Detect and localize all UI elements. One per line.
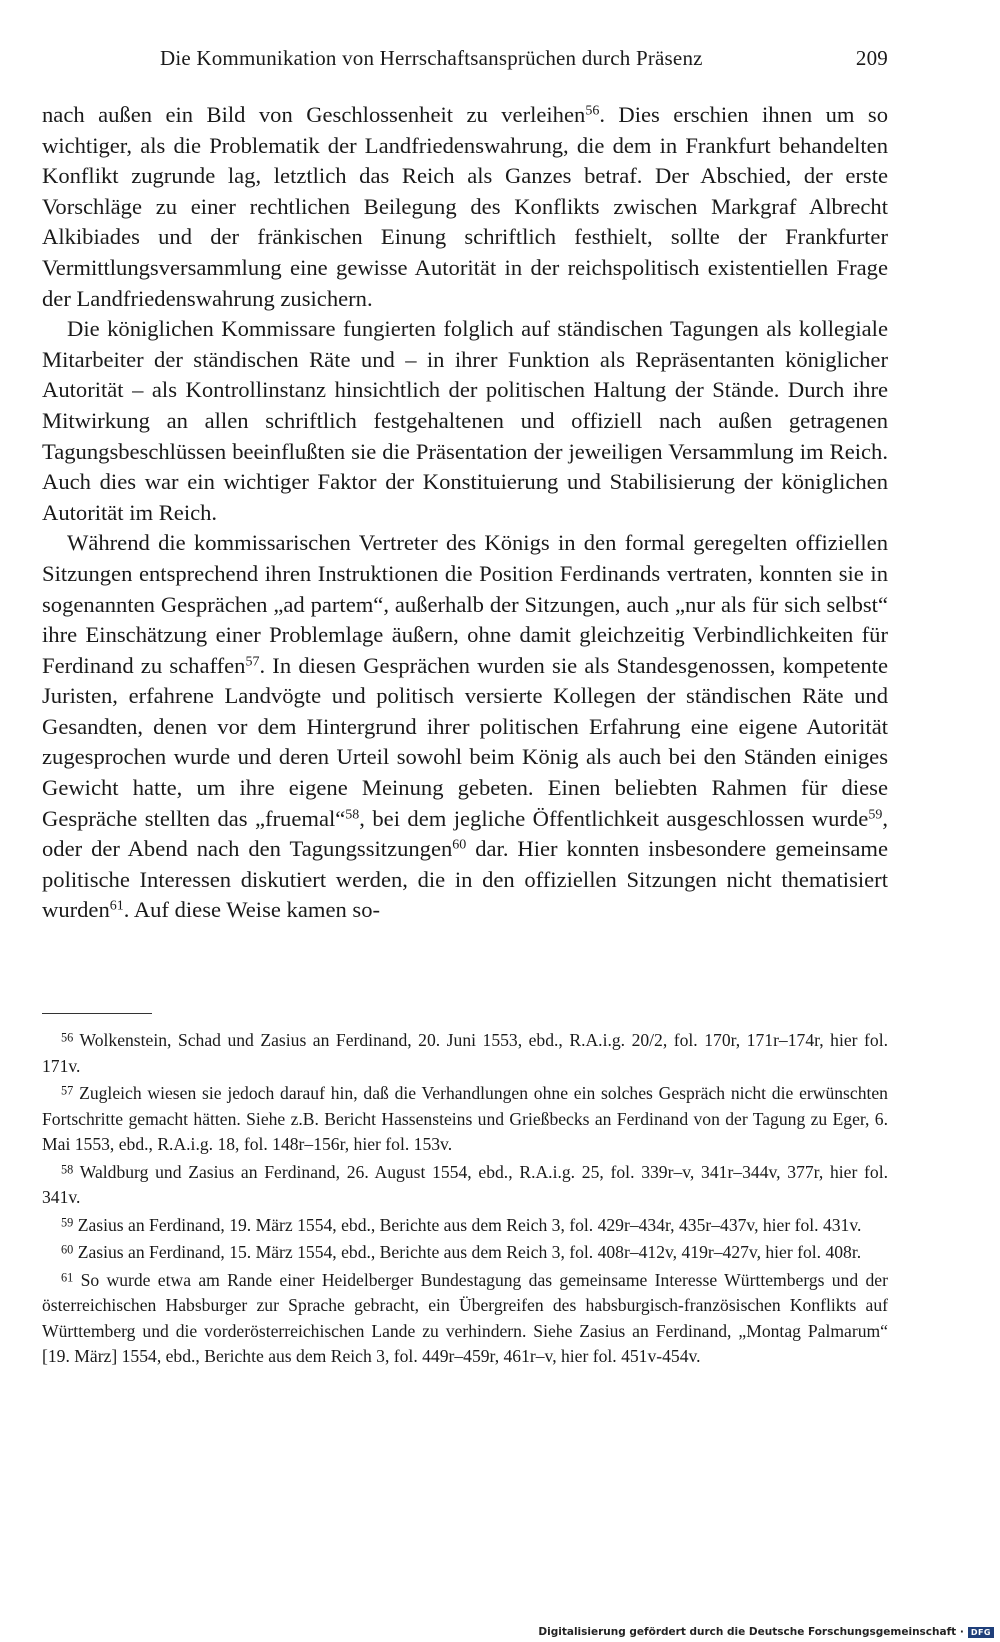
footnote-59 xyxy=(42,1213,888,1239)
footnote-56 xyxy=(42,1028,888,1079)
footnote-ref-59[interactable]: 59 xyxy=(868,806,883,822)
footnote-ref-58[interactable]: 58 xyxy=(345,806,360,822)
footnote-number: 61 xyxy=(61,1269,74,1284)
footnote-number: 60 xyxy=(61,1242,74,1257)
footnotes xyxy=(42,1028,888,1372)
footnote-text: Waldburg und Zasius an Ferdinand, 26. August 1554, ebd., R.A.i.g. 25, fol. 339r–v, 341r–344v, 377r, hier fol. 341v. xyxy=(42,1161,889,1207)
digitization-notice xyxy=(538,1626,994,1638)
text-run: nach außen ein Bild von Geschlossenheit zu verleihen xyxy=(42,102,586,127)
footnote-number: 59 xyxy=(61,1214,74,1229)
footnote-ref-60[interactable]: 60 xyxy=(452,837,467,853)
paragraph-1 xyxy=(42,100,888,314)
footnote-number: 57 xyxy=(61,1083,74,1098)
text-run: . Auf diese Weise kamen so- xyxy=(123,897,381,923)
footnote-text: Zasius an Ferdinand, 19. März 1554, ebd., Berichte aus dem Reich 3, fol. 429r–434r, 435r–437v, hier fol. 431v. xyxy=(77,1214,862,1235)
text-run: . In diesen Gesprächen wurden sie als Standesgenossen, kompetente Juristen, erfahrene Landvögte und politisch versierte Kollegen der ständischen Räte und Gesandten, denen vor dem Hintergrund ihrer politischen Erfahrung eine eigene Autorität zugesprochen wurde und deren Urteil sowohl beim König als auch bei den Ständen einiges Gewicht hatte, um ihre eigene Meinung gebeten. Einen beliebten Rahmen für diese Gespräche stellten das „fruemal“ xyxy=(42,652,888,831)
text-run: dar. Hier konnten insbesondere gemeinsame politische Interessen diskutiert werden, die in den offiziellen Sitzungen nicht thematisiert wurden xyxy=(42,836,888,923)
text-run: , oder der Abend nach den Tagungssitzungen xyxy=(42,805,888,862)
footnote-58 xyxy=(42,1160,888,1211)
footnote-ref-61[interactable]: 61 xyxy=(109,898,124,914)
text-run: . Dies erschien ihnen um so wichtiger, als die Problematik der Landfriedenswahrung, die dem in Frankfurt behandelten Konflikt zugrunde lag, letztlich das Reich als Ganzes betraf. Der Abschied, der erste Vorschläge zu einer rechtlichen Beilegung des Konflikts zwischen Markgraf Albrecht Alkibiades und der fränkischen Einung schriftlich festhielt, sollte der Frankfurter Vermittlungsversammlung eine gewisse Autorität in der reichspolitisch existentiellen Frage der Landfriedenswahrung zusichern. xyxy=(42,102,889,311)
footnote-ref-57[interactable]: 57 xyxy=(245,653,260,669)
footnote-text: Zugleich wiesen sie jedoch darauf hin, daß die Verhandlungen ohne ein solches Gespräch nicht die erwünschten Fortschritte gemacht hätten. Siehe z.B. Bericht Hassensteins und Grießbecks an Ferdinand von der Tagung zu Eger, 6. Mai 1553, ebd., R.A.i.g. 18, fol. 148r–156r, hier fol. 153v. xyxy=(42,1083,888,1154)
body-text xyxy=(42,100,888,926)
digitization-notice-text: Digitalisierung gefördert durch die Deutsche Forschungsgemeinschaft · xyxy=(538,1626,964,1638)
footnote-60 xyxy=(42,1240,888,1266)
footnote-ref-56[interactable]: 56 xyxy=(585,103,600,119)
footnote-number: 56 xyxy=(61,1030,74,1045)
paragraph-3 xyxy=(42,528,888,926)
footnote-divider xyxy=(42,1013,152,1014)
page-number: 209 xyxy=(855,46,888,70)
running-head xyxy=(42,46,888,78)
footnote-61 xyxy=(42,1268,888,1370)
text-run: , bei dem jegliche Öffentlichkeit ausgeschlossen wurde xyxy=(359,805,869,831)
text-run: Während die kommissarischen Vertreter des Königs in den formal geregelten offiziellen Sitzungen entsprechend ihren Instruktionen die Position Ferdinands vertraten, konnten sie in sogenannten Gesprächen „ad partem“, außerhalb der Sitzungen, auch „nur als für sich selbst“ ihre Einschätzung einer Problemlage äußern, ohne damit gleichzeitig Verbindlichkeiten für Ferdinand zu schaffen xyxy=(42,530,888,678)
footnote-text: Zasius an Ferdinand, 15. März 1554, ebd., Berichte aus dem Reich 3, fol. 408r–412v, 419r–427v, hier fol. 408r. xyxy=(77,1242,862,1262)
footnote-number: 58 xyxy=(61,1161,74,1176)
dfg-logo-icon: DFG xyxy=(968,1627,994,1638)
footnote-text: So wurde etwa am Rande einer Heidelberger Bundestagung das gemeinsame Interesse Württembergs und der österreichischen Habsburger zur Sprache gebracht, ein Übergreifen des habsburgisch-französischen Konflikts auf Württemberg und die vorderösterreichischen Lande zu verhindern. Siehe Zasius an Ferdinand, „Montag Palmarum“ [19. März] 1554, ebd., Berichte aus dem Reich 3, fol. 449r–459r, 461r–v, hier fol. 451v-454v. xyxy=(42,1269,888,1366)
paragraph-2: Die königlichen Kommissare fungierten folglich auf ständischen Tagungen als kollegiale Mitarbeiter der ständischen Räte und – in ihrer Funktion als Repräsentanten königlicher Autorität – als Kontrollinstanz hinsichtlich der politischen Haltung der Stände. Durch ihre Mitwirkung an allen schriftlich festgehaltenen und offiziell nach außen getragenen Tagungsbeschlüssen beeinflußten sie die Präsentation der jeweiligen Versammlung im Reich. Auch dies war ein wichtiger Faktor der Konstituierung und Stabilisierung der königlichen Autorität im Reich. xyxy=(42,316,888,525)
footnote-57 xyxy=(42,1081,888,1158)
running-title: Die Kommunikation von Herrschaftsansprüchen durch Präsenz xyxy=(160,46,703,70)
footnote-text: Wolkenstein, Schad und Zasius an Ferdinand, 20. Juni 1553, ebd., R.A.i.g. 20/2, fol. 170r, 171r–174r, hier fol. 171v. xyxy=(42,1030,888,1076)
